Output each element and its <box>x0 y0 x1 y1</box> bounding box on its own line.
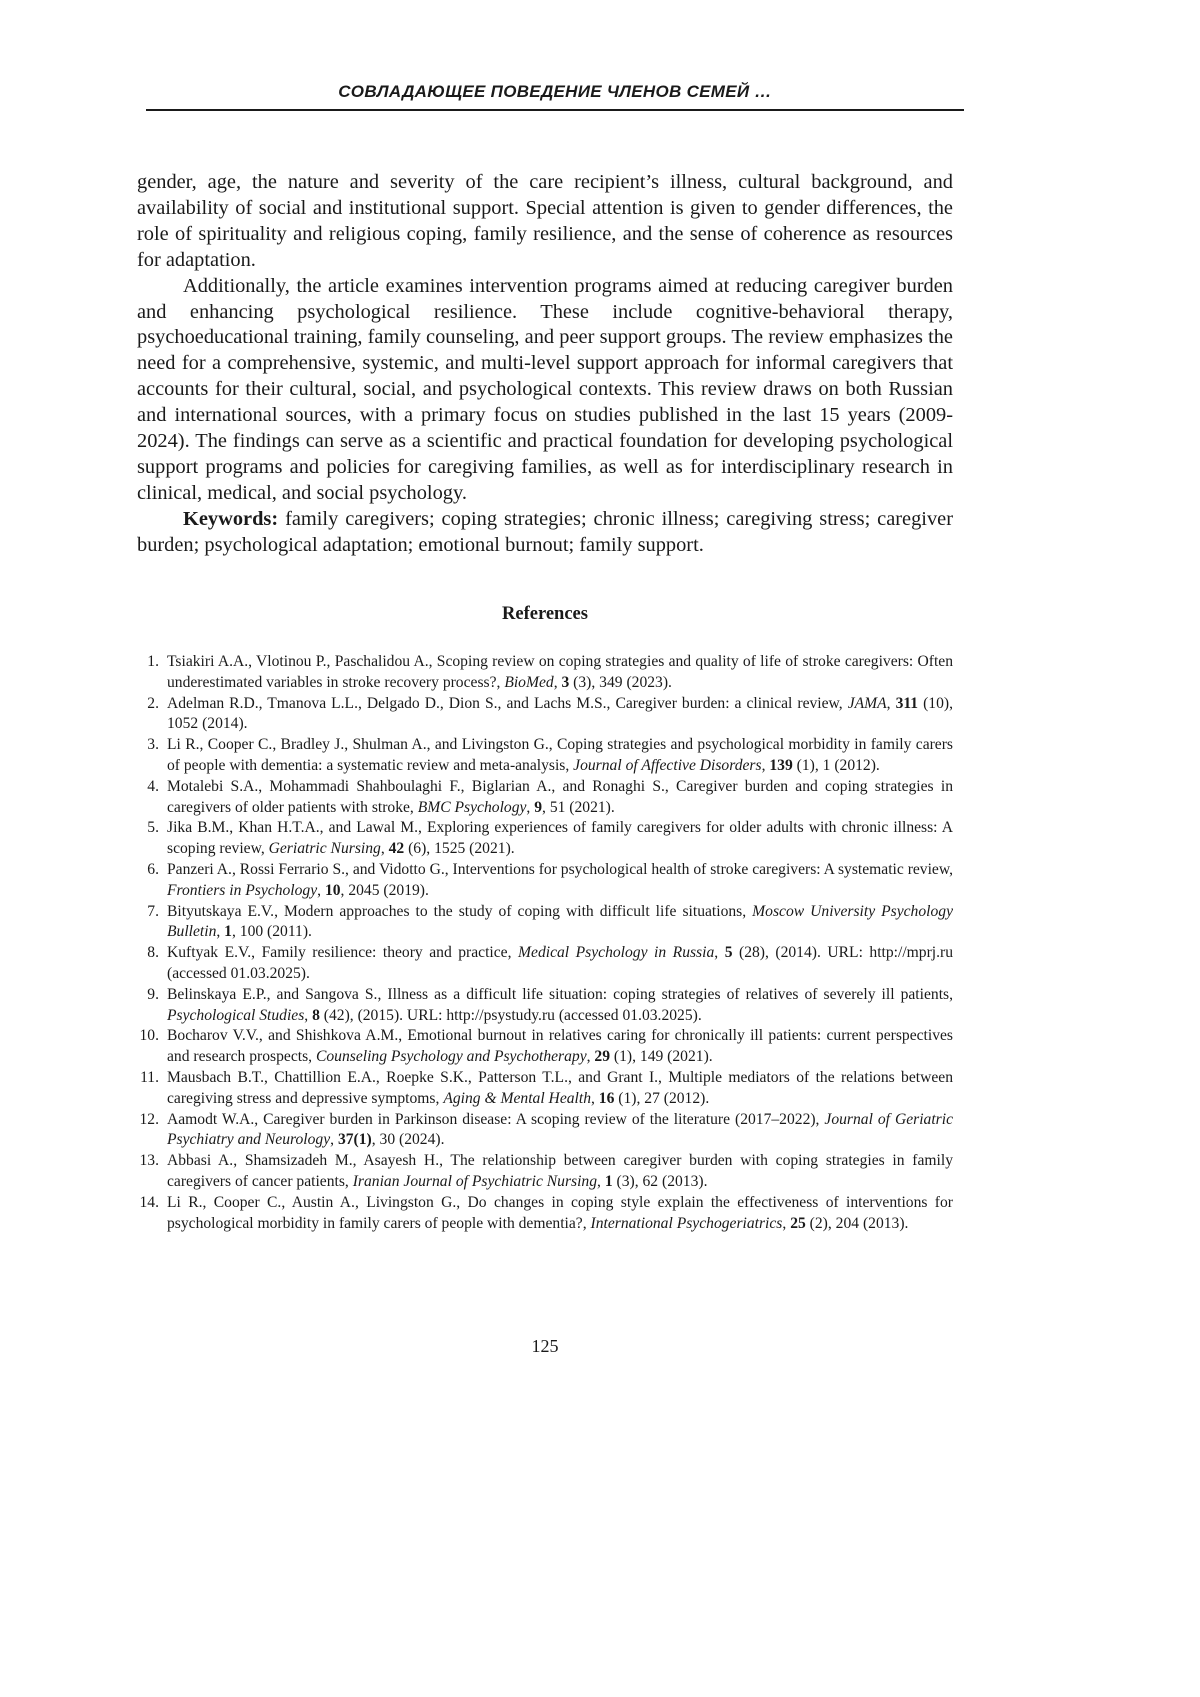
reference-separator: , <box>330 1131 338 1148</box>
reference-item <box>137 902 953 944</box>
reference-item <box>137 652 953 694</box>
reference-item <box>137 860 953 902</box>
reference-item <box>137 1151 953 1193</box>
reference-details: (3), 62 (2013). <box>613 1173 708 1190</box>
reference-details: (1), 27 (2012). <box>614 1090 709 1107</box>
reference-number: 5. <box>137 818 159 839</box>
reference-number: 2. <box>137 694 159 715</box>
reference-details: (28), (2014). URL: http://mprj.ru (accessed 01.03.2025). <box>167 944 953 982</box>
reference-journal: Journal of Affective Disorders <box>573 757 761 774</box>
running-title: СОВЛАДАЮЩЕЕ ПОВЕДЕНИЕ ЧЛЕНОВ СЕМЕЙ … <box>146 82 964 102</box>
reference-text: Belinskaya E.P., and Sangova S., Illness as a difficult life situation: coping strategies of relatives of severely ill patients, <box>167 986 953 1003</box>
reference-number: 7. <box>137 902 159 923</box>
reference-volume: 8 <box>312 1007 320 1024</box>
reference-separator: , <box>381 840 389 857</box>
reference-text: Abbasi A., Shamsizadeh M., Asayesh H., The relationship between caregiver burden with coping strategies in family caregivers of cancer patients, <box>167 1152 953 1190</box>
header-rule <box>146 109 964 111</box>
reference-number: 4. <box>137 777 159 798</box>
reference-text: Li R., Cooper C., Austin A., Livingston G., Do changes in coping style explain the effectiveness of interventions for psychological morbidity in family carers of people with dementia?, <box>167 1194 953 1232</box>
keywords-paragraph <box>137 507 953 559</box>
reference-details: (42), (2015). URL: http://psystudy.ru (accessed 01.03.2025). <box>320 1007 702 1024</box>
reference-text: Tsiakiri A.A., Vlotinou P., Paschalidou A., Scoping review on coping strategies and quality of life of stroke caregivers: Often underestimated variables in stroke recovery process?, <box>167 653 953 691</box>
reference-volume: 16 <box>599 1090 615 1107</box>
reference-item <box>137 1026 953 1068</box>
reference-details: (10), 1052 (2014). <box>167 695 953 733</box>
reference-details: , 2045 (2019). <box>341 882 429 899</box>
reference-separator: , <box>782 1215 790 1232</box>
reference-volume: 139 <box>769 757 792 774</box>
reference-details: , 51 (2021). <box>542 799 615 816</box>
reference-item <box>137 818 953 860</box>
reference-separator: , <box>714 944 724 961</box>
reference-volume: 37(1) <box>338 1131 372 1148</box>
reference-number: 8. <box>137 943 159 964</box>
reference-volume: 29 <box>594 1048 610 1065</box>
reference-number: 13. <box>137 1151 159 1172</box>
reference-journal: Medical Psychology in Russia <box>518 944 714 961</box>
reference-item <box>137 1193 953 1235</box>
reference-text: Panzeri A., Rossi Ferrario S., and Vidotto G., Interventions for psychological health of stroke caregivers: A systematic review, <box>167 861 953 878</box>
reference-journal: JAMA <box>848 695 887 712</box>
reference-number: 6. <box>137 860 159 881</box>
reference-item <box>137 985 953 1027</box>
reference-separator: , <box>762 757 770 774</box>
references-list <box>137 652 953 1234</box>
reference-number: 11. <box>137 1068 159 1089</box>
reference-item <box>137 1110 953 1152</box>
reference-text: Motalebi S.A., Mohammadi Shahboulaghi F., Biglarian A., and Ronaghi S., Caregiver burden and coping strategies in caregivers of older patients with stroke, <box>167 778 953 816</box>
reference-details: (2), 204 (2013). <box>806 1215 909 1232</box>
reference-details: (1), 1 (2012). <box>793 757 880 774</box>
reference-details: , 30 (2024). <box>372 1131 445 1148</box>
references-heading: References <box>137 604 953 625</box>
reference-item <box>137 1068 953 1110</box>
reference-number: 1. <box>137 652 159 673</box>
reference-journal: Counseling Psychology and Psychotherapy <box>316 1048 587 1065</box>
page-number: 125 <box>137 1336 953 1357</box>
reference-volume: 42 <box>389 840 405 857</box>
reference-journal: Iranian Journal of Psychiatric Nursing <box>353 1173 597 1190</box>
reference-volume: 9 <box>534 799 542 816</box>
reference-text: Bocharov V.V., and Shishkova A.M., Emotional burnout in relatives caring for chronically ill patients: current perspectives and research prospects, <box>167 1027 953 1065</box>
reference-text: Kuftyak E.V., Family resilience: theory and practice, <box>167 944 518 961</box>
reference-details: (1), 149 (2021). <box>610 1048 713 1065</box>
reference-journal: BMC Psychology <box>418 799 527 816</box>
keywords-text: family caregivers; coping strategies; chronic illness; caregiving stress; caregiver burden; psychological adaptation; emotional burnout; family support. <box>137 508 953 556</box>
reference-volume: 3 <box>561 674 569 691</box>
reference-number: 14. <box>137 1193 159 1214</box>
reference-details: (6), 1525 (2021). <box>404 840 514 857</box>
reference-journal: Frontiers in Psychology <box>167 882 317 899</box>
reference-number: 3. <box>137 735 159 756</box>
reference-journal: Journal of Geriatric Psychiatry and Neurology <box>167 1111 953 1149</box>
reference-item <box>137 694 953 736</box>
abstract-body <box>137 170 953 559</box>
reference-journal: Moscow University Psychology Bulletin <box>167 903 953 941</box>
reference-separator: , <box>597 1173 605 1190</box>
reference-separator: , <box>526 799 534 816</box>
keywords-label: Keywords: <box>183 508 278 530</box>
reference-separator: , <box>591 1090 599 1107</box>
reference-number: 12. <box>137 1110 159 1131</box>
reference-separator: , <box>587 1048 595 1065</box>
reference-journal: Aging & Mental Health <box>443 1090 591 1107</box>
reference-text: Bityutskaya E.V., Modern approaches to the study of coping with difficult life situations, <box>167 903 752 920</box>
reference-text: Adelman R.D., Tmanova L.L., Delgado D., Dion S., and Lachs M.S., Caregiver burden: a clinical review, <box>167 695 848 712</box>
reference-text: Jika B.M., Khan H.T.A., and Lawal M., Exploring experiences of family caregivers for older adults with chronic illness: A scoping review, <box>167 819 953 857</box>
reference-journal: Geriatric Nursing <box>269 840 381 857</box>
reference-separator: , <box>216 923 224 940</box>
reference-item <box>137 735 953 777</box>
reference-journal: BioMed <box>504 674 553 691</box>
reference-volume: 1 <box>224 923 232 940</box>
abstract-paragraph-2: Additionally, the article examines intervention programs aimed at reducing caregiver burden and enhancing psychological resilience. These include cognitive-behavioral therapy, psychoeducational training, family counseling, and peer support groups. The review emphasizes the need for a comprehensive, systemic, and multi-level support approach for informal caregivers that accounts for their cultural, social, and psychological contexts. This review draws on both Russian and international sources, with a primary focus on studies published in the last 15 years (2009-2024). The findings can serve as a scientific and practical foundation for developing psychological support programs and policies for caregiving families, as well as for interdisciplinary research in clinical, medical, and social psychology. <box>137 274 953 507</box>
reference-volume: 311 <box>896 695 919 712</box>
reference-number: 9. <box>137 985 159 1006</box>
reference-number: 10. <box>137 1026 159 1047</box>
reference-details: , 100 (2011). <box>232 923 312 940</box>
reference-separator: , <box>554 674 562 691</box>
reference-item <box>137 943 953 985</box>
reference-text: Li R., Cooper C., Bradley J., Shulman A., and Livingston G., Coping strategies and psychological morbidity in family carers of people with dementia: a systematic review and meta-analysis, <box>167 736 953 774</box>
reference-journal: International Psychogeriatrics <box>591 1215 783 1232</box>
reference-volume: 25 <box>790 1215 806 1232</box>
reference-volume: 10 <box>325 882 341 899</box>
reference-volume: 5 <box>725 944 733 961</box>
journal-page <box>0 0 1200 1697</box>
reference-text: Aamodt W.A., Caregiver burden in Parkinson disease: A scoping review of the literature (2017–2022), <box>167 1111 824 1128</box>
abstract-paragraph-1: gender, age, the nature and severity of the care recipient’s illness, cultural background, and availability of social and institutional support. Special attention is given to gender differences, the role of spirituality and religious coping, family resilience, and the sense of coherence as resources for adaptation. <box>137 170 953 274</box>
reference-item <box>137 777 953 819</box>
reference-text: Mausbach B.T., Chattillion E.A., Roepke S.K., Patterson T.L., and Grant I., Multiple mediators of the relations between caregiving stress and depressive symptoms, <box>167 1069 953 1107</box>
reference-separator: , <box>887 695 896 712</box>
reference-details: (3), 349 (2023). <box>569 674 672 691</box>
reference-volume: 1 <box>605 1173 613 1190</box>
reference-journal: Psychological Studies <box>167 1007 304 1024</box>
reference-separator: , <box>317 882 325 899</box>
reference-separator: , <box>304 1007 312 1024</box>
